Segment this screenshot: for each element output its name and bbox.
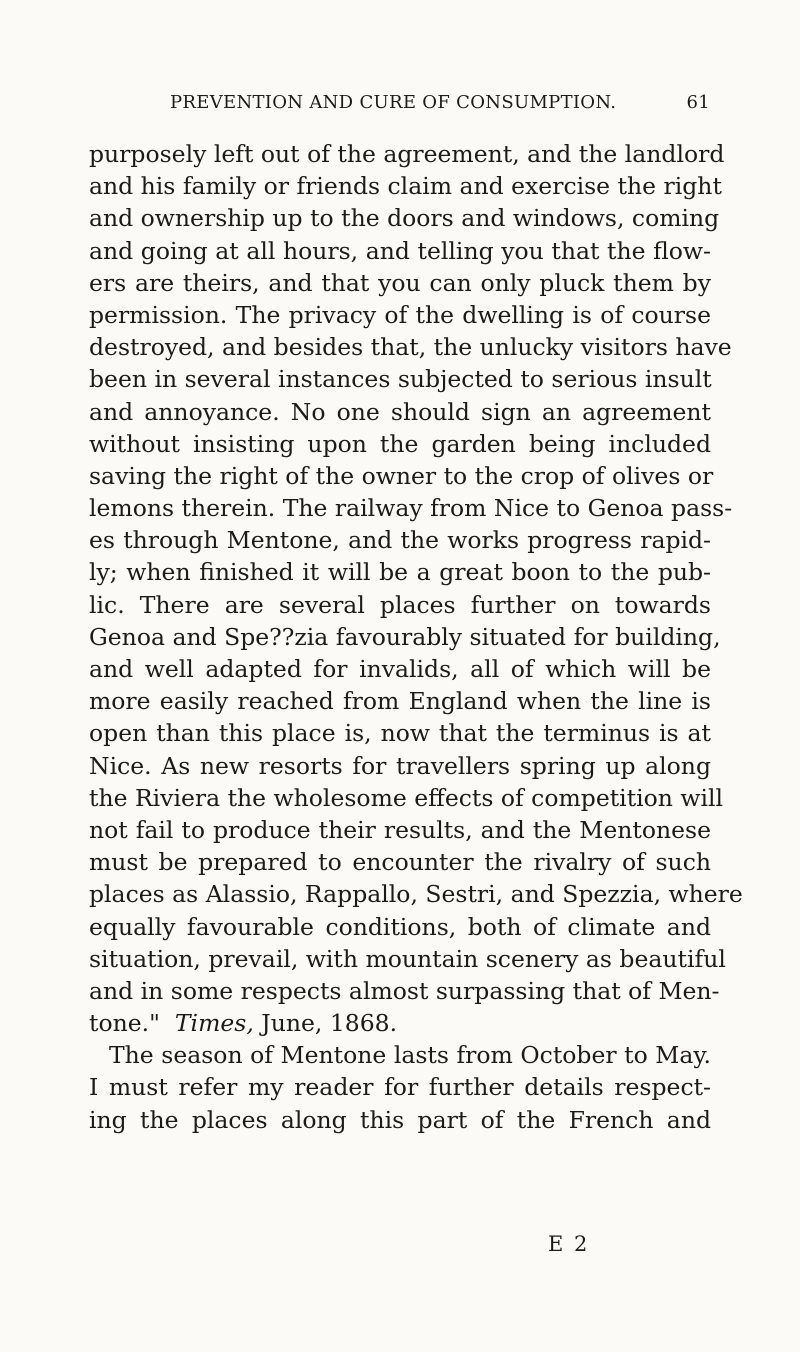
text-line: Nice. As new resorts for travellers spring up along xyxy=(89,751,711,780)
text-line: ers are theirs, and that you can only pluck them by xyxy=(89,268,711,297)
text-line: without insisting upon the garden being included xyxy=(89,429,711,458)
text-line: lic. There are several places further on towards xyxy=(89,590,711,619)
text-line: and ownership up to the doors and windows, coming xyxy=(89,204,720,233)
body-text xyxy=(89,138,743,1136)
text-line: places as Alassio, Rappallo, Sestri, and Spezzia, where xyxy=(89,880,743,909)
signature-mark: E 2 xyxy=(548,1232,590,1256)
quote-end: tone." xyxy=(89,1009,160,1038)
text-line: saving the right of the owner to the crop of olives or xyxy=(89,461,714,490)
text-line: equally favourable conditions, both of climate and xyxy=(89,912,711,941)
running-head xyxy=(170,92,710,116)
citation-source: Times, xyxy=(174,1009,254,1038)
text-line: permission. The privacy of the dwelling is of course xyxy=(89,300,711,329)
text-line: ly; when finished it will be a great boon to the pub- xyxy=(89,558,711,587)
text-line-citation xyxy=(89,1007,711,1039)
text-line: es through Mentone, and the works progress rapid- xyxy=(89,526,711,555)
text-line: and annoyance. No one should sign an agreement xyxy=(89,397,711,426)
text-line: and well adapted for invalids, all of which will be xyxy=(89,655,711,683)
text-line: more easily reached from England when the line is xyxy=(89,687,711,716)
text-line: and in some respects almost surpassing that of Men- xyxy=(89,976,720,1005)
text-line: and his family or friends claim and exercise the right xyxy=(89,172,722,201)
text-line: lemons therein. The railway from Nice to Genoa pass- xyxy=(89,494,733,523)
page-number: 61 xyxy=(686,92,710,113)
text-line: The season of Mentone lasts from October to May. xyxy=(109,1041,711,1070)
text-line: been in several instances subjected to serious insult xyxy=(89,365,712,394)
text-line: must be prepared to encounter the rivalry of such xyxy=(89,848,711,877)
text-line: the Riviera the wholesome effects of competition will xyxy=(89,783,724,812)
running-title: PREVENTION AND CURE OF CONSUMPTION. xyxy=(170,92,617,113)
text-line: Genoa and Spe??zia favourably situated for building, xyxy=(89,622,721,651)
text-line: not fail to produce their results, and the Mentonese xyxy=(89,815,711,844)
text-line: ing the places along this part of the French and xyxy=(89,1105,711,1134)
text-line: I must refer my reader for further details respect- xyxy=(89,1073,711,1102)
citation-date: June, 1868. xyxy=(261,1009,398,1038)
text-line: destroyed, and besides that, the unlucky visitors have xyxy=(89,333,732,362)
text-line: purposely left out of the agreement, and the landlord xyxy=(89,140,725,168)
text-line: and going at all hours, and telling you that the flow- xyxy=(89,236,711,265)
text-line: open than this place is, now that the terminus is at xyxy=(89,719,711,748)
text-line: situation, prevail, with mountain scenery as beautiful xyxy=(89,944,726,973)
